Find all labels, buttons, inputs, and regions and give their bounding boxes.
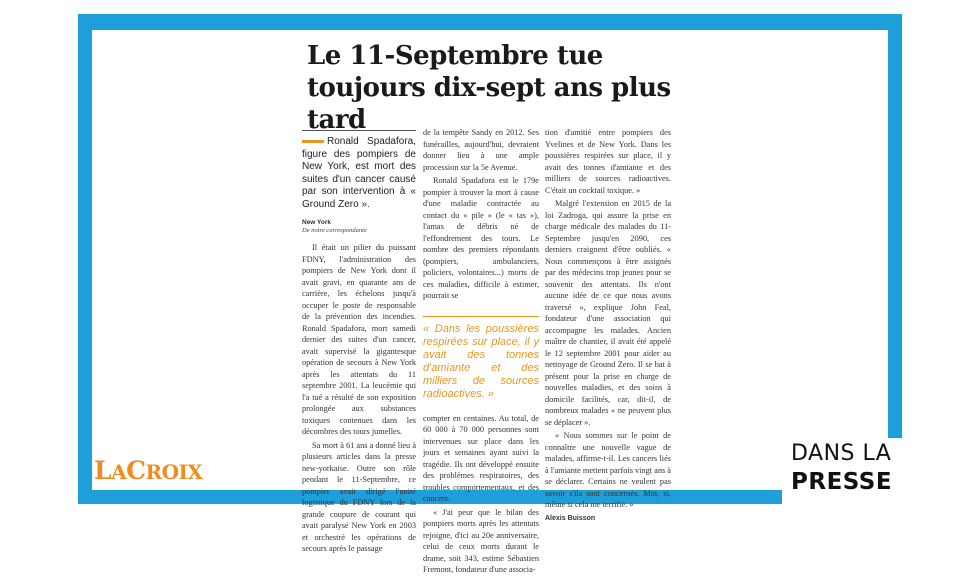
logo-letter: L [94, 456, 112, 485]
article-paragraph: de la tempête Sandy en 2012. Ses funérailles, aujourd'hui, devraient donner lieu à une ample procession sur la 5e Avenue. [423, 128, 539, 172]
article-paragraph: Il était un pilier du puissant FDNY, l'administration des pompiers de New York dont il avait gravi, en quarante ans de carrière, les échelons jusqu'à occuper le poste de responsable de la prévention des incendies. Ronald Spadafora, mort samedi dernier des suites d'un cancer, avait supervisé la gigantesque opération de secours à New York après les attentats du 11 septembre 2001. La leucémie qui l'a tué a résulté de son exposition prolongée aux substances toxiques contenues dans les décombres des tours jumelles. [302, 243, 416, 436]
la-croix-logo [94, 456, 202, 487]
article-intro [302, 136, 416, 211]
article-column-2 [423, 127, 539, 574]
article-paragraph: Ronald Spadafora est le 179e pompier à trouver la mort à cause d'une maladie contractée au contact du « pile » (le « tas »), l'amas de débris né de l'effondrement des tours. Le nombre des premiers répondants (pompiers, ambulanciers, policiers, volontaires...) morts de ces maladies, difficile à estimer, pourrait se [423, 176, 539, 300]
article-column-1 [302, 130, 416, 553]
article-column-3 [545, 127, 671, 522]
article-dateline: New York [302, 219, 332, 226]
pull-quote: « Dans les poussières respirées sur place, il y avait des tonnes d'amiante et des milliers de sources radioactives. » [423, 316, 539, 401]
article-byline: Alexis Buisson [545, 514, 596, 522]
article-intro-text: Ronald Spadafora, figure des pompiers de New York, est mort des suites d'un cancer causé par son intervention à « Ground Zero ». [302, 136, 416, 210]
press-review-badge [782, 438, 902, 504]
article-paragraph: « Nous sommes sur le point de connaître une nouvelle vague de malades, affirme-t-il. Les cancers liés à l'amiante mettent parfois vingt ans à se déclarer. Certains ne veulent pas savoir s'ils sont concernés. Moi, si, même si cela me terrifie. » [545, 431, 671, 509]
article-paragraph: « J'ai peur que le bilan des pompiers morts après les attentats rejoigne, d'ici au 20e anniversaire, celui de ceux morts durant le drame, soit 343, estime Sébastien Fremont, fondateur d'une associa- [423, 507, 539, 574]
article-paragraph: Malgré l'extension en 2015 de la loi Zadroga, qui assure la prise en charge médicale des malades du 11-Septembre jusqu'en 2090, ces derniers craignent d'être oubliés. « Nous commençons à être assignés par des médecins trop jeunes pour se souvenir des attentats. Ils n'ont aucune idée de ce que nous avons traversé », explique John Feal, fondateur d'une association qui accompagne les malades. Ancien maître de chantier, il avait été appelé le 12 septembre 2001 pour aider au nettoyage de Ground Zero. Il se bat à présent pour la prise en charge de nouvelles maladies, et des soins à domicile facilités, car, dit-il, de nombreux malades « ne peuvent plus se déplacer ». [545, 199, 671, 427]
article-paragraph: tion d'amitié entre pompiers des Yvelines et de New York. Dans les poussières respirées sur place, il y avait des tonnes d'amiante et des milliers de sources radioactives. C'était un cocktail toxique. » [545, 128, 671, 195]
badge-line-1: DANS LA [791, 441, 892, 466]
article-paragraph: Sa mort à 61 ans a donné lieu à plusieurs articles dans la presse new-yorkaise. Outre son rôle pendant le 11-Septembre, ce pompier avait dirigé l'unité logistique du FDNY lors de la grande coupure de courant qui avait paralysé New York en 2003 et orchestré les opérations de secours après le passage [302, 440, 416, 553]
badge-line-2: PRESSE [791, 469, 893, 495]
accent-mark [302, 140, 324, 143]
logo-letter: A [111, 460, 127, 484]
logo-letter: C [126, 456, 146, 485]
article-headline: Le 11-Septembre tue toujours dix-sept ans plus tard [307, 41, 671, 135]
newspaper-page [92, 30, 888, 574]
intro-rule [302, 130, 416, 131]
article-correspondent: De notre correspondante [302, 227, 367, 234]
logo-letter: ROIX [145, 460, 203, 484]
article-paragraph: compter en centaines. Au total, de 60 000 à 70 000 personnes sont intervenues sur place dans les jours et semaines ayant suivi la tragédie. Ils ont développé ensuite des problèmes respiratoires, des troubles comportementaux, et des cancers. [423, 413, 539, 503]
